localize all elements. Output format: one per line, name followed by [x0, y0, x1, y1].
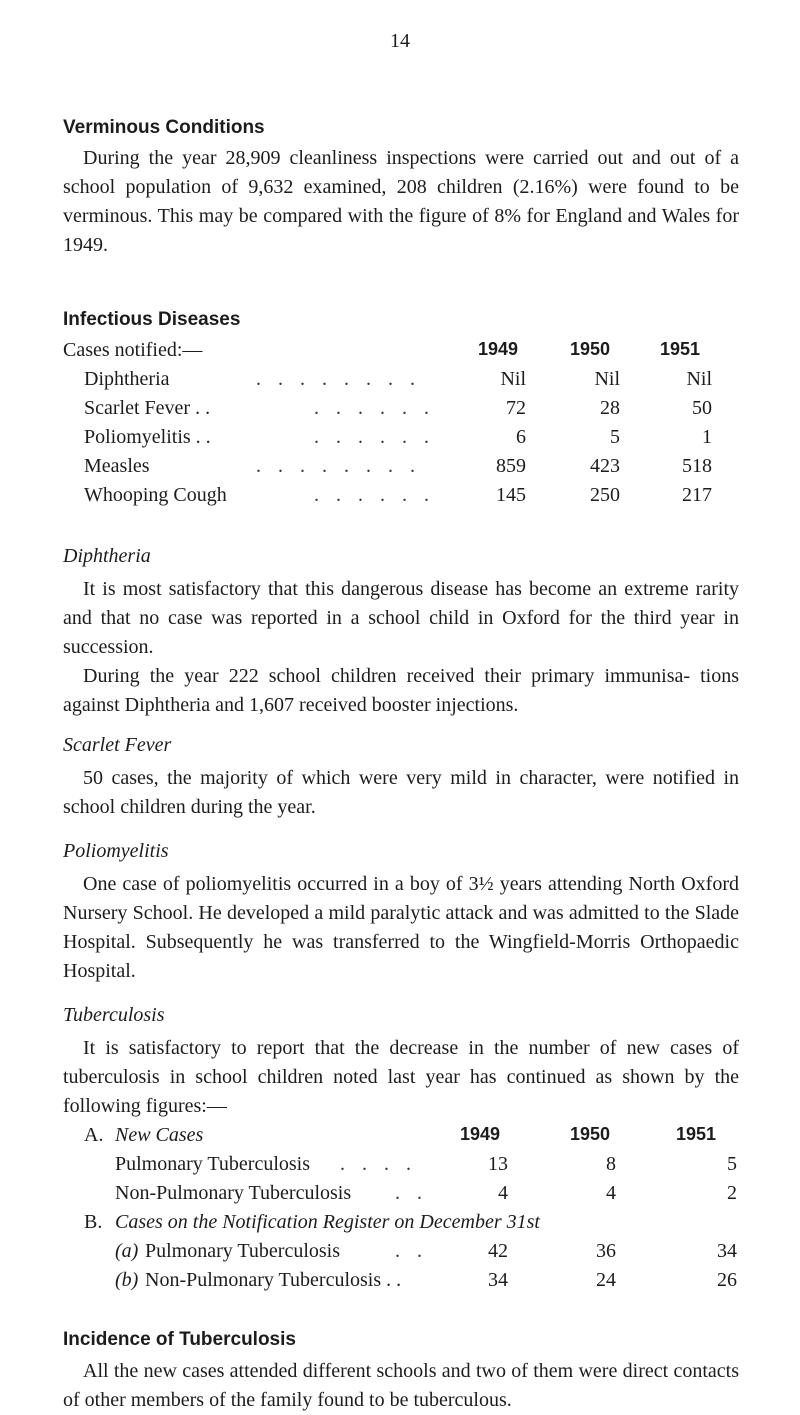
leader-dots: . . . . . . . . [256, 368, 421, 390]
section-b-header-row [0, 1211, 800, 1240]
tb-type-name: Pulmonary Tuberculosis [115, 1153, 311, 1175]
value-1951: 34 [717, 1240, 737, 1262]
value-1951: 2 [727, 1182, 737, 1204]
value-1949: 6 [516, 426, 526, 448]
incidence-paragraph: All the new cases attended different schools and two of them were direct contacts of other members of the family found to be tuberculous. [63, 1360, 739, 1411]
table-row [0, 484, 800, 513]
verminous-paragraph: During the year 28,909 cleanliness inspections were carried out and out of a school population of 9,632 examined, 208 children (2.16%) were found to be verminous. This may be compared with the figure of 8% for England and Wales for 1949. [63, 147, 739, 256]
value-1949: 859 [496, 455, 526, 477]
scarlet-fever-paragraph: 50 cases, the majority of which were very mild in character, were notified in school children during the year. [63, 767, 739, 818]
leader-dots: . . . . [340, 1153, 417, 1175]
tb-type-name: Non-Pulmonary Tuberculosis [115, 1182, 352, 1204]
section-b-title: Cases on the Notification Register on December 31st [115, 1211, 540, 1233]
value-1949: 13 [488, 1153, 508, 1175]
disease-name: Scarlet Fever . . [84, 397, 211, 419]
value-1949: 72 [506, 397, 526, 419]
table-row [0, 1153, 800, 1182]
year-1951: 1951 [660, 339, 701, 359]
value-1949: 42 [488, 1240, 508, 1262]
year-1949: 1949 [460, 1124, 501, 1144]
value-1950: 8 [606, 1153, 616, 1175]
tuberculosis-paragraph: It is satisfactory to report that the decrease in the number of new cases of tuberculosis in school children noted last year has continued as shown by the following figures:— [63, 1037, 739, 1117]
leader-dots: . . . . . . [314, 397, 435, 419]
value-1950: 28 [600, 397, 620, 419]
tb-type-name: Pulmonary Tuberculosis [145, 1240, 341, 1262]
value-1950: 423 [590, 455, 620, 477]
immunisation-paragraph: During the year 222 school children received their primary immunisa- tions against Diphtheria and 1,607 received booster injections. [63, 665, 739, 716]
scarlet-fever-heading: Scarlet Fever [63, 734, 172, 756]
tb-type-name: Non-Pulmonary Tuberculosis . . [145, 1269, 402, 1291]
year-1949: 1949 [478, 339, 519, 359]
value-1949: Nil [500, 368, 526, 390]
poliomyelitis-heading: Poliomyelitis [63, 840, 169, 862]
infectious-header-row [0, 339, 800, 368]
disease-name: Diphtheria [84, 368, 170, 390]
table-row [0, 1269, 800, 1298]
cases-notified-label: Cases notified:— [63, 339, 203, 361]
diphtheria-paragraph: It is most satisfactory that this dangerous disease has become an extreme rarity and that no case was reported in a school child in Oxford for the third year in succession. [63, 578, 739, 658]
value-1949: 4 [498, 1182, 508, 1204]
poliomyelitis-paragraph: One case of poliomyelitis occurred in a boy of 3½ years attending North Oxford Nursery School. He developed a mild paralytic attack and was admitted to the Slade Hospital. Subsequently he was transferred to the Wingfield-Morris Orthopaedic Hospital. [63, 873, 739, 982]
table-row [0, 1240, 800, 1269]
value-1950: 250 [590, 484, 620, 506]
disease-name: Measles [84, 455, 150, 477]
table-row [0, 397, 800, 426]
value-1951: 26 [717, 1269, 737, 1291]
year-1950: 1950 [570, 1124, 611, 1144]
row-prefix: (b) [115, 1269, 139, 1291]
year-1950: 1950 [570, 339, 611, 359]
leader-dots: . . . . . . [314, 426, 435, 448]
leader-dots: . . [395, 1182, 428, 1204]
leader-dots: . . [395, 1240, 428, 1262]
table-row [0, 1182, 800, 1211]
value-1950: Nil [594, 368, 620, 390]
value-1950: 4 [606, 1182, 616, 1204]
value-1949: 34 [488, 1269, 508, 1291]
verminous-heading: Verminous Conditions [63, 117, 265, 138]
year-1951: 1951 [676, 1124, 717, 1144]
value-1951: 5 [727, 1153, 737, 1175]
section-a-header-row [0, 1124, 800, 1153]
table-row [0, 455, 800, 484]
page-number: 14 [390, 30, 410, 52]
leader-dots: . . . . . . [314, 484, 435, 506]
section-b-letter: B. [84, 1211, 103, 1233]
disease-name: Poliomyelitis . . [84, 426, 211, 448]
infectious-heading: Infectious Diseases [63, 309, 241, 330]
leader-dots: . . . . . . . . [256, 455, 421, 477]
value-1951: 518 [682, 455, 712, 477]
incidence-heading: Incidence of Tuberculosis [63, 1329, 296, 1350]
value-1951: 50 [692, 397, 712, 419]
value-1950: 36 [596, 1240, 616, 1262]
value-1949: 145 [496, 484, 526, 506]
table-row [0, 426, 800, 455]
value-1950: 24 [596, 1269, 616, 1291]
tuberculosis-heading: Tuberculosis [63, 1004, 165, 1026]
value-1951: Nil [686, 368, 712, 390]
table-row [0, 368, 800, 397]
section-a-letter: A. [84, 1124, 104, 1146]
disease-name: Whooping Cough [84, 484, 227, 506]
value-1951: 1 [702, 426, 712, 448]
row-prefix: (a) [115, 1240, 139, 1262]
diphtheria-heading: Diphtheria [63, 545, 151, 567]
section-a-title: New Cases [115, 1124, 204, 1146]
value-1950: 5 [610, 426, 620, 448]
value-1951: 217 [682, 484, 712, 506]
